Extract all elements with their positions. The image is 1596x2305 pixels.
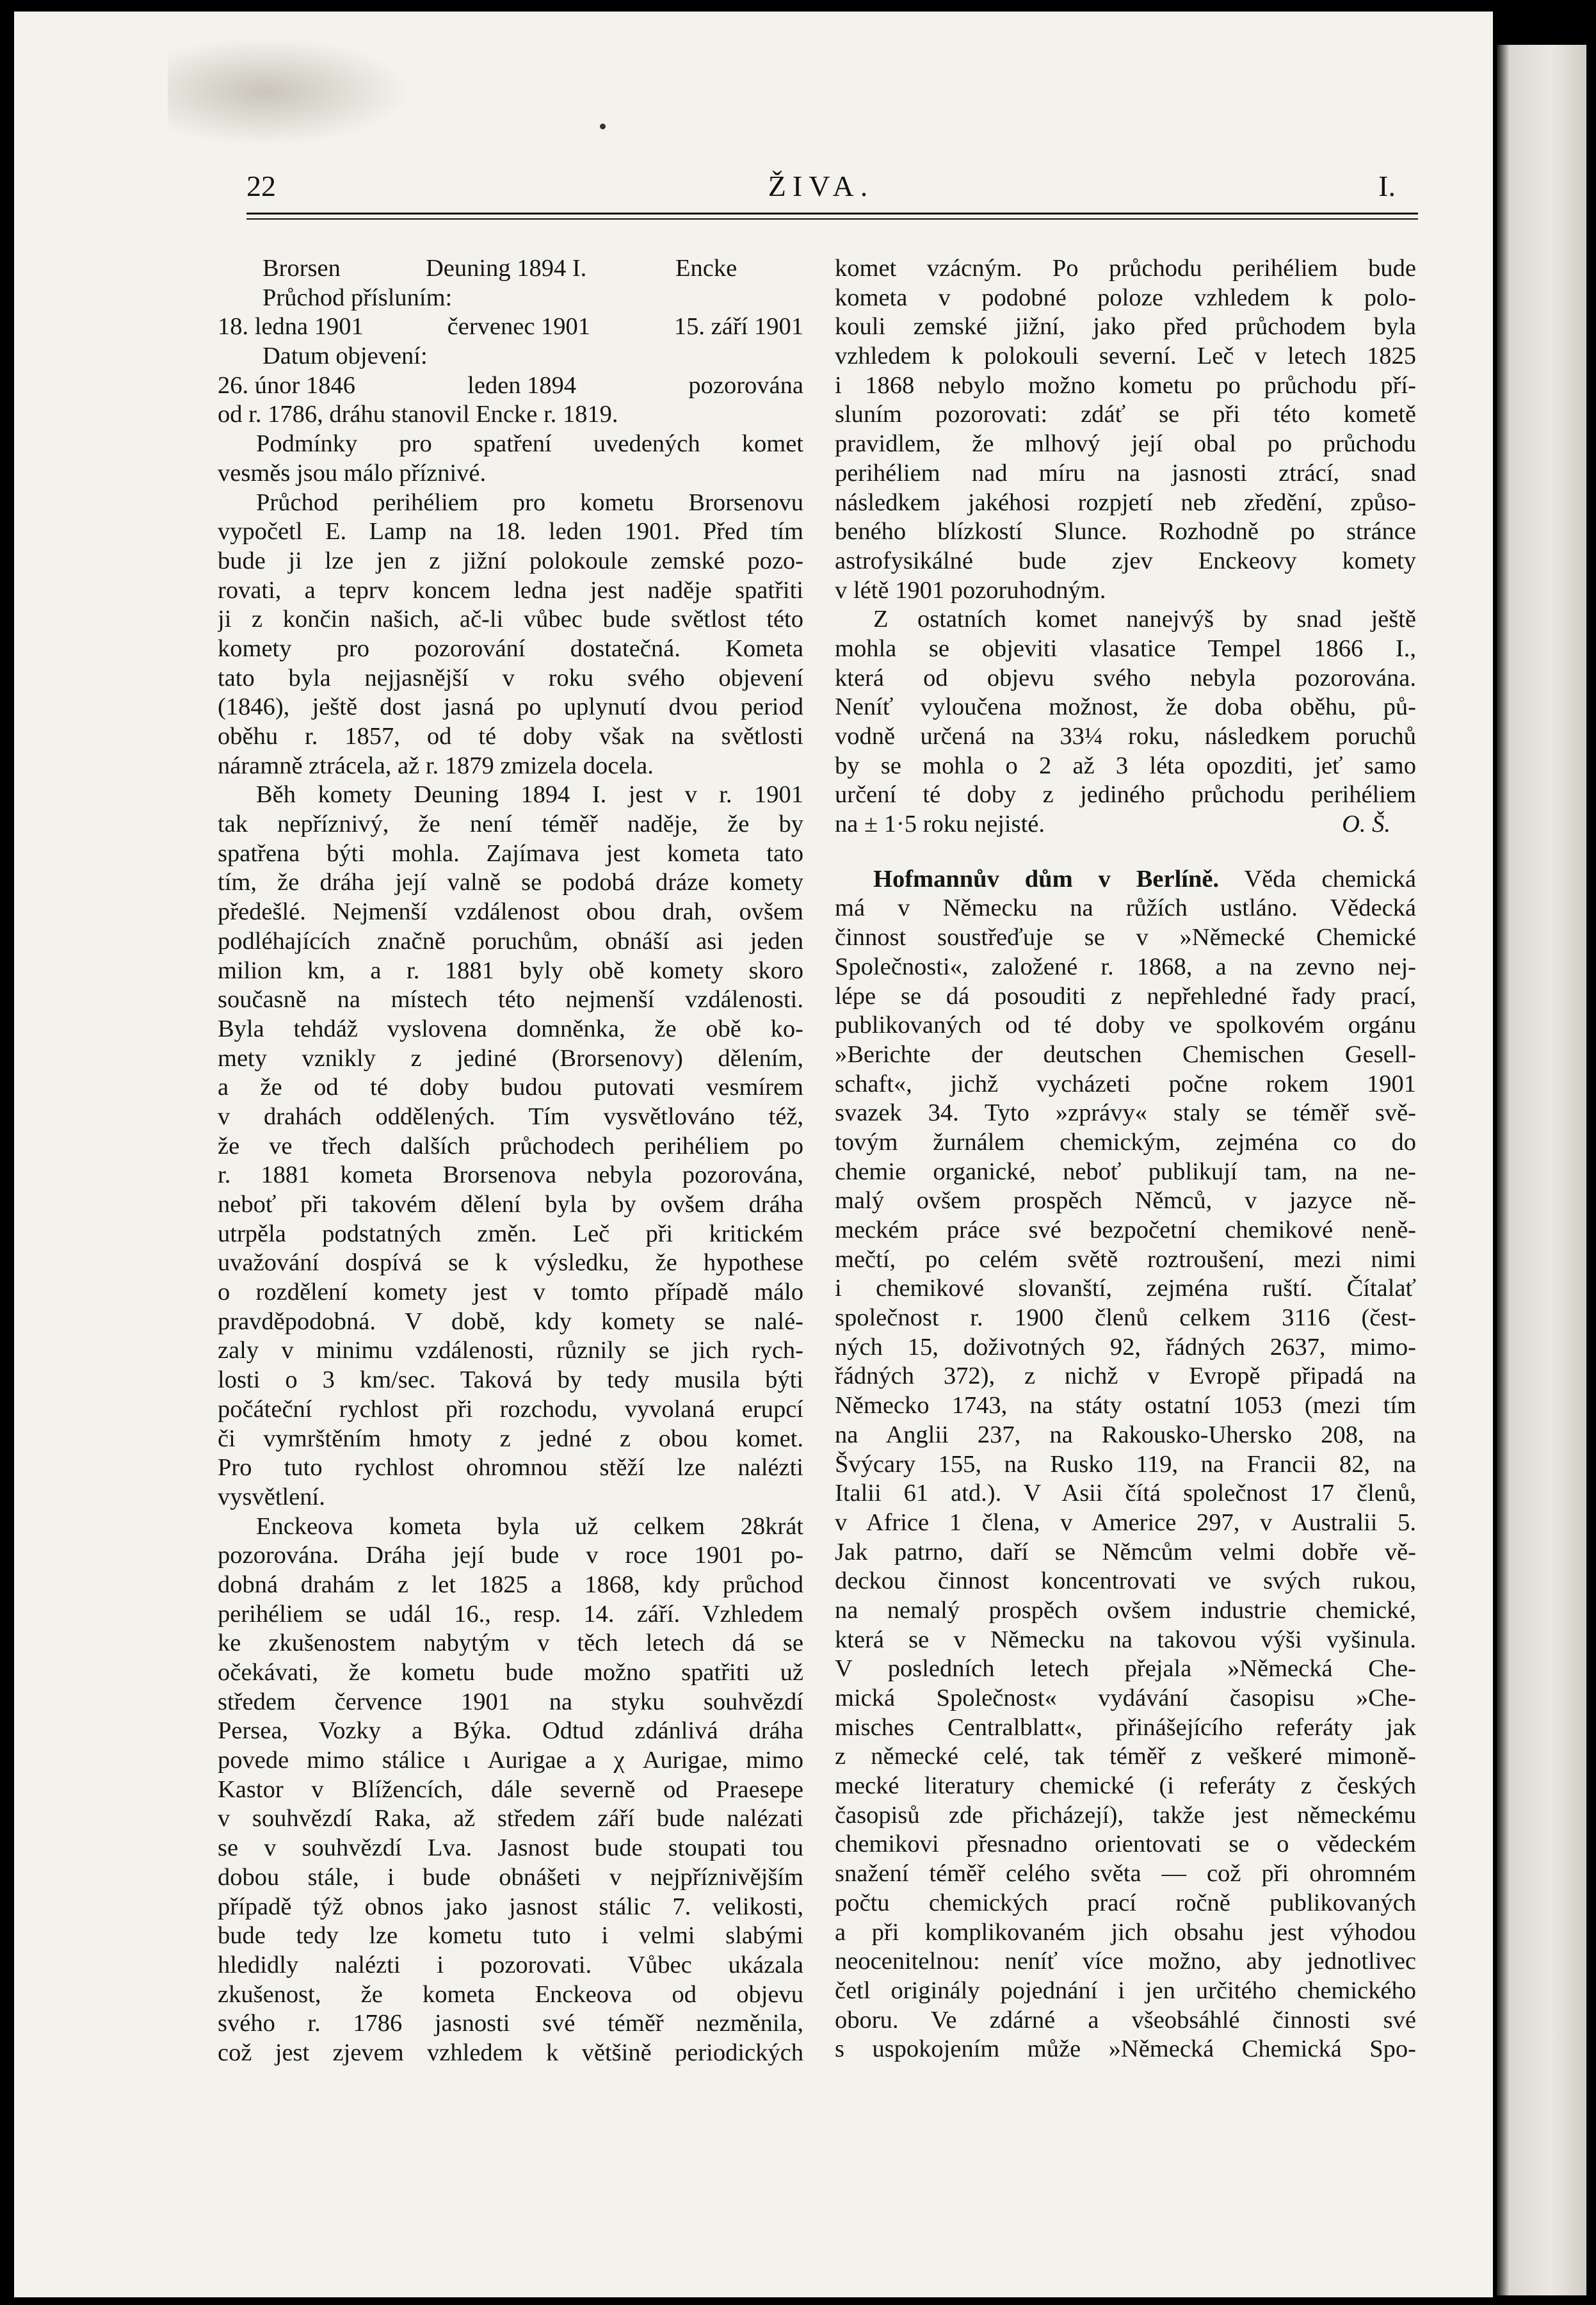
text-line: Švýcary 155, na Rusko 119, na Francii 82, na bbox=[835, 1450, 1416, 1478]
text-line: komety pro pozorování dostatečná. Kometa bbox=[218, 635, 803, 662]
text-line: neboť při takovém dělení byla by ovšem dráha bbox=[218, 1191, 803, 1218]
text-line: pravidlem, že mlhový její obal po průchodu bbox=[835, 430, 1416, 458]
text-line: utrpěla podstatných změn. Leč při kritickém bbox=[218, 1220, 803, 1247]
text-line: a při komplikovaném jich obsahu jest výhodou bbox=[835, 1918, 1416, 1946]
text-line: neocenitelnou: neníť více možno, aby jednotlivec bbox=[835, 1948, 1416, 1975]
text-line: deckou činnost koncentrovati ve svých rukou, bbox=[835, 1567, 1416, 1595]
text-line: svého r. 1786 jasnosti své téměř nezměnila, bbox=[218, 2010, 803, 2037]
text-line: v drahách oddělených. Tím vysvětlováno též, bbox=[218, 1103, 803, 1130]
paper-stain bbox=[168, 37, 411, 146]
text-line: vesměs jsou málo příznivé. bbox=[218, 459, 487, 487]
text-line: chemikovi přesnadno orientovati se o vědeckém bbox=[835, 1831, 1416, 1858]
text-line: podléhajících značně poruchům, obnáší asi jeden bbox=[218, 927, 803, 955]
paragraph bbox=[218, 1512, 803, 2068]
text-line: pravděpodobná. V době, kdy komety se nalé- bbox=[218, 1307, 803, 1335]
text-line: milion km, a r. 1881 byly obě komety skoro bbox=[218, 957, 803, 984]
text-line: současně na místech této nejmenší vzdálenosti. bbox=[218, 986, 803, 1014]
text-line: která se v Německu na takovou výši vyšinula. bbox=[835, 1626, 1416, 1653]
table-row: od r. 1786, dráhu stanovil Encke r. 1819. bbox=[218, 401, 618, 428]
text-line: zkušenost, že kometa Enckeova od objevu bbox=[218, 1980, 803, 2008]
text-line: činnost soustřeďuje se v »Německé Chemické bbox=[835, 924, 1416, 951]
table-cell: leden 1894 bbox=[467, 371, 577, 399]
text-line: počtu chemických prací ročně publikovaných bbox=[835, 1889, 1416, 1916]
text-line: Průchod perihéliem pro kometu Brorsenovu bbox=[256, 489, 803, 516]
journal-title: ŽIVA. bbox=[768, 170, 875, 202]
text-line: četl originály pojednání i jen určitého chemického bbox=[835, 1977, 1416, 2004]
text-line: losti o 3 km/sec. Taková by tedy musila býti bbox=[218, 1366, 803, 1394]
text-line: případě týž obnos jako jasnost stálic 7. velikosti, bbox=[218, 1893, 803, 1920]
text-line: Jak patrno, daří se Němcům velmi dobře vě- bbox=[835, 1538, 1416, 1565]
text-line: kometa v podobné poloze vzhledem k polo- bbox=[835, 284, 1416, 311]
table-label: Datum objevení: bbox=[262, 343, 428, 370]
text-line: předešlé. Nejmenší vzdálenost obou drah, ovšem bbox=[218, 898, 803, 926]
text-line: Německo 1743, na státy ostatní 1053 (mezi tím bbox=[835, 1392, 1416, 1419]
text-line: perihéliem se udál 16., resp. 14. září. Vzhledem bbox=[218, 1600, 803, 1628]
text-line: tak nepříznivý, že není téměř naděje, že by bbox=[218, 811, 803, 838]
text-line: Neníť vyloučena možnost, že doba oběhu, pů- bbox=[835, 693, 1416, 721]
text-line: perihéliem nad míru na jasnosti ztrácí, snad bbox=[835, 459, 1416, 487]
left-column bbox=[218, 254, 803, 2068]
running-header bbox=[246, 169, 1396, 207]
text-line: společnost r. 1900 členů celkem 3116 (čest- bbox=[835, 1304, 1416, 1332]
text-line: následkem jakéhosi rozpjetí neb zředění, způso- bbox=[835, 489, 1416, 516]
text-line: by se mohla o 2 až 3 léta opozditi, jeť samo bbox=[835, 752, 1416, 779]
text-line: vysvětlení. bbox=[218, 1483, 325, 1510]
right-column bbox=[835, 254, 1416, 2064]
text-line: bude tedy lze kometu tuto i velmi slabými bbox=[218, 1922, 803, 1950]
text-line: schaft«, jichž vycházeti počne rokem 1901 bbox=[835, 1070, 1416, 1097]
text-line: Společnosti«, založené r. 1868, a na zevno nej- bbox=[835, 953, 1416, 980]
text-line: Enckeova kometa byla už celkem 28krát bbox=[256, 1512, 803, 1540]
text-line: řádných 372), z nichž v Evropě připadá na bbox=[835, 1363, 1416, 1390]
text-line: v létě 1901 pozoruhodným. bbox=[835, 576, 1106, 604]
text-line: r. 1881 kometa Brorsenova nebyla pozorována, bbox=[218, 1161, 803, 1189]
text-line: na nemalý prospěch ovšem industrie chemické, bbox=[835, 1596, 1416, 1624]
text-line: ke zkušenostem nabytým v těch letech dá se bbox=[218, 1630, 803, 1657]
text-line: pozorována. Dráha její bude v roce 1901 po- bbox=[218, 1542, 803, 1569]
table-row bbox=[218, 312, 803, 342]
text-line: středem července 1901 na styku souhvězdí bbox=[218, 1688, 803, 1715]
text-line: publikovaných od té doby ve spolkovém orgánu bbox=[835, 1012, 1416, 1039]
text-line: a že od té doby budou putovati vesmírem bbox=[218, 1074, 803, 1101]
paragraph bbox=[218, 489, 803, 781]
text-line: se v souhvězdí Lva. Jasnost bude stoupati tou bbox=[218, 1834, 803, 1862]
text-line: kouli zemské jižní, jako před průchodem byla bbox=[835, 313, 1416, 341]
text-line: mohla se objeviti vlasatice Tempel 1866 I., bbox=[835, 635, 1416, 662]
paragraph bbox=[835, 254, 1416, 605]
text-line: i chemikové slovanští, zejména ruští. Čítalať bbox=[835, 1275, 1416, 1302]
text-line: mecké literatury chemické (i referáty z českých bbox=[835, 1772, 1416, 1800]
article-title: Hofmannův dům v Berlíně. bbox=[873, 865, 1220, 893]
text-line: časopisů zde přicházejí), takže jest německému bbox=[835, 1801, 1416, 1829]
text-line: má v Německu na růžích ustláno. Vědecká bbox=[835, 894, 1416, 922]
text-line: uvažování dospívá se k výsledku, že hypothese bbox=[218, 1249, 803, 1277]
text-line: spatřena býti mohla. Zajímava jest kometa tato bbox=[218, 839, 803, 867]
text-line: tím, že dráha její valně se podobá dráze komety bbox=[218, 869, 803, 896]
text-line: svazek 34. Tyto »zprávy« staly se téměř svě- bbox=[835, 1099, 1416, 1127]
text-line: tato byla nejjasnější v roku svého objevení bbox=[218, 664, 803, 691]
text-line: tovým žurnálem chemickým, zejména co do bbox=[835, 1128, 1416, 1156]
text-line: »Berichte der deutschen Chemischen Gesell- bbox=[835, 1040, 1416, 1068]
text-line: chemie organické, neboť publikují tam, na ne- bbox=[835, 1158, 1416, 1185]
text-line: s uspokojením může »Německá Chemická Spo- bbox=[835, 2035, 1416, 2063]
text-line: misches Centralblatt«, přinášejícího referáty jak bbox=[835, 1713, 1416, 1741]
text-line: hledidly nalézti i pozorovati. Vůbec ukázala bbox=[218, 1951, 803, 1978]
text-line: V posledních letech přejala »Německá Che- bbox=[835, 1655, 1416, 1683]
text-line: Pro tuto rychlost ohromnou stěží lze nalézti bbox=[218, 1454, 803, 1482]
text-line: mická Společnost« vydávání časopisu »Che- bbox=[835, 1685, 1416, 1711]
text-line: snažení téměř celého světa — což při ohromném bbox=[835, 1860, 1416, 1888]
text-line: astrofysikálné bude zjev Enckeovy komety bbox=[835, 547, 1416, 574]
text-line: Z ostatních komet nanejvýš by snad ještě bbox=[873, 606, 1416, 633]
text-line: vodně určená na 33¼ roku, následkem poruchů bbox=[835, 723, 1416, 750]
text-line: mety vznikly z jediné (Brorsenovy) dělením, bbox=[218, 1044, 803, 1072]
text-line: beného blízkostí Slunce. Rozhodně po stránce bbox=[835, 518, 1416, 546]
text-line: že ve třech dalších průchodech perihéliem po bbox=[218, 1132, 803, 1160]
text-line: ných 15, doživotných 92, řádných 2637, mimo- bbox=[835, 1333, 1416, 1361]
table-cell: Encke bbox=[675, 255, 738, 282]
text-line: očekávati, že kometu bude možno spatřiti už bbox=[218, 1659, 803, 1686]
header-rule-thick bbox=[246, 213, 1418, 214]
paragraph bbox=[835, 605, 1416, 839]
text-line: Kastor v Blížencích, dále severně od Praesepe bbox=[218, 1775, 803, 1803]
table-cell: pozorována bbox=[688, 371, 803, 399]
ink-speck bbox=[600, 124, 606, 129]
text-fragment: Věda chemická bbox=[1244, 865, 1416, 893]
text-line: vypočetl E. Lamp na 18. leden 1901. Před tím bbox=[218, 518, 803, 546]
text-line: která od objevu svého nebyla pozorována. bbox=[835, 664, 1416, 691]
table-cell: červenec 1901 bbox=[447, 313, 591, 341]
text-line: v Africe 1 člena, v Americe 297, v Australii 5. bbox=[835, 1508, 1416, 1536]
page-edge-strip bbox=[1497, 45, 1586, 2295]
article-hofmann bbox=[835, 865, 1416, 2064]
text-line: oběhu r. 1857, od té doby však na světlosti bbox=[218, 723, 803, 750]
text-line: náramně ztrácela, až r. 1879 zmizela docela. bbox=[218, 752, 654, 779]
text-line: v souhvězdí Raka, až středem září bude nalézati bbox=[218, 1805, 803, 1832]
text-line: Podmínky pro spatření uvedených komet bbox=[256, 430, 803, 458]
text-line: což jest zjevem vzhledem k většině periodických bbox=[218, 2039, 803, 2066]
table-label: Průchod přísluním: bbox=[262, 284, 453, 311]
text-line: zaly v minimu vzdálenosti, různily se jich rych- bbox=[218, 1337, 803, 1364]
text-line: Byla tehdáž vyslovena domněnka, že obě ko- bbox=[218, 1015, 803, 1042]
table-cell: Brorsen bbox=[262, 255, 341, 282]
section-gap bbox=[835, 839, 1416, 865]
comet-table-header bbox=[218, 254, 803, 284]
table-cell: 15. září 1901 bbox=[673, 313, 803, 341]
text-line: malý ovšem prospěch Němců, v jazyce ně- bbox=[835, 1187, 1416, 1215]
text-line: vzhledem k polokouli severní. Leč v letech 1825 bbox=[835, 343, 1416, 370]
text-line: z německé celé, tak téměř z veškeré mimoně- bbox=[835, 1743, 1416, 1770]
text-line: rovati, a teprv koncem ledna jest naděje spatřiti bbox=[218, 576, 803, 604]
text-line: dobná drahám z let 1825 a 1868, kdy průchod bbox=[218, 1571, 803, 1598]
text-line: komet vzácným. Po průchodu perihéliem bude bbox=[835, 255, 1416, 282]
table-cell: Deuning 1894 I. bbox=[426, 255, 587, 282]
text-line: lépe se dá posouditi z nepřehledné řady prací, bbox=[835, 982, 1416, 1010]
page-number: 22 bbox=[246, 170, 276, 202]
author-signature: O. Š. bbox=[1342, 811, 1390, 838]
text-line: Italii 61 atd.). V Asii čítá společnost 17 členů, bbox=[835, 1480, 1416, 1507]
article-heading-line bbox=[835, 865, 1416, 894]
text-line: povede mimo stálice ι Aurigae a χ Aurigae, mimo bbox=[218, 1747, 803, 1774]
text-line: Persea, Vozky a Býka. Odtud zdánlivá dráha bbox=[218, 1717, 803, 1745]
text-line: meckém práce své bezpočetní chemikové neně- bbox=[835, 1217, 1416, 1243]
text-line: či vymrštěním hmoty z jedné z obou komet. bbox=[218, 1425, 803, 1452]
text-line: o rozdělení komety jest v tomto případě málo bbox=[218, 1279, 803, 1306]
header-rule-thin bbox=[246, 218, 1418, 220]
text-line: oboru. Ve zdárné a všeobsáhlé činnosti své bbox=[835, 2006, 1416, 2034]
table-cell: 18. ledna 1901 bbox=[218, 313, 364, 341]
text-line: určení té doby z jediného průchodu perihéliem bbox=[835, 781, 1416, 809]
text-line: bude ji lze jen z jižní polokoule zemské pozo- bbox=[218, 547, 803, 574]
text-line: mečtí, po celém světě roztroušení, mezi nimi bbox=[835, 1245, 1416, 1273]
text-line: (1846), ještě dost jasná po uplynutí dvou period bbox=[218, 693, 803, 721]
text-line: na Anglii 237, na Rakousko-Uhersko 208, na bbox=[835, 1421, 1416, 1448]
text-line: dobou stále, i bude obnášeti v nejpříznivějším bbox=[218, 1863, 803, 1891]
table-row bbox=[218, 371, 803, 401]
signature-line bbox=[835, 810, 1416, 839]
text-line: i 1868 nebylo možno kometu po průchodu pří- bbox=[835, 371, 1416, 399]
volume-number: I. bbox=[1378, 170, 1396, 202]
text-line: sluním pozorovati: zdáť se při této kometě bbox=[835, 401, 1416, 428]
text-line: na ± 1·5 roku nejisté. bbox=[835, 811, 1045, 838]
table-cell: 26. únor 1846 bbox=[218, 371, 355, 399]
paragraph bbox=[218, 780, 803, 1512]
paragraph bbox=[218, 430, 803, 488]
text-line: ji z končin našich, ač-li vůbec bude světlost této bbox=[218, 606, 803, 633]
text-line: počáteční rychlost při rozchodu, vyvolaná erupcí bbox=[218, 1395, 803, 1423]
text-line: Běh komety Deuning 1894 I. jest v r. 1901 bbox=[256, 781, 803, 809]
